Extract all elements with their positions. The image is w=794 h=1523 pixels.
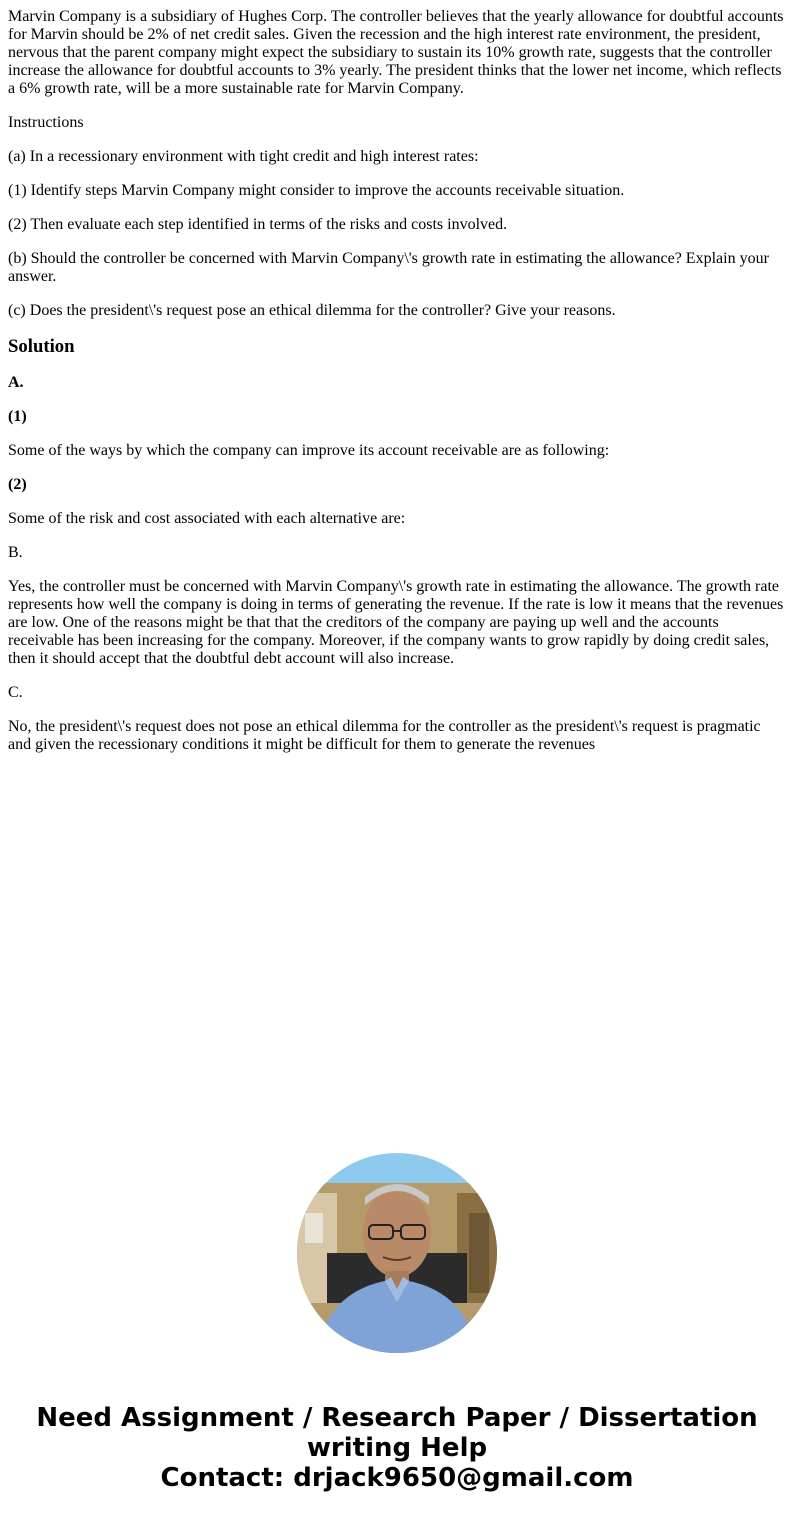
solution-c-label: C. — [8, 684, 23, 701]
solution-b-text: Yes, the controller must be concerned with Marvin Company\'s growth rate in estimating the allowance. The growth rate represents how well the company is doing in terms of generating the revenue. If the rate is low it means that the revenues are low. One of the reasons might be that that the creditors of the company are paying up well and the accounts receivable has been increasing for the company. Moreover, if the company wants to grow rapidly by doing credit sales, then it should accept that the doubtful debt account will also increase. — [8, 578, 784, 667]
solution-a1-text: Some of the ways by which the company can improve its account receivable are as following: — [8, 442, 610, 459]
footer-banner — [0, 1403, 794, 1493]
question-part-a: (a) In a recessionary environment with tight credit and high interest rates: — [8, 148, 479, 165]
solution-c-text: No, the president\'s request does not pose an ethical dilemma for the controller as the president\'s request is pragmatic and given the recessionary conditions it might be difficult for them to generate the revenues — [8, 718, 761, 753]
question-part-b: (b) Should the controller be concerned with Marvin Company\'s growth rate in estimating the allowance? Explain your answer. — [8, 250, 769, 285]
footer-contact: Contact: drjack9650@gmail.com — [160, 1463, 634, 1493]
solution-a2-label: (2) — [8, 476, 27, 493]
solution-a1-label: (1) — [8, 408, 27, 425]
question-part-c: (c) Does the president\'s request pose an ethical dilemma for the controller? Give your reasons. — [8, 302, 616, 319]
solution-b-label: B. — [8, 544, 23, 561]
solution-heading: Solution — [8, 336, 75, 357]
footer-line-2: writing Help — [306, 1433, 488, 1463]
author-avatar — [297, 1153, 497, 1353]
document-body — [8, 8, 786, 770]
solution-a-label: A. — [8, 374, 24, 391]
question-part-a1: (1) Identify steps Marvin Company might consider to improve the accounts receivable situation. — [8, 182, 625, 199]
question-intro: Marvin Company is a subsidiary of Hughes Corp. The controller believes that the yearly allowance for doubtful accounts for Marvin should be 2% of net credit sales. Given the recession and the high interest rate environment, the president, nervous that the parent company might expect the subsidiary to sustain its 10% growth rate, suggests that the controller increase the allowance for doubtful accounts to 3% yearly. The president thinks that the lower net income, which reflects a 6% growth rate, will be a more sustainable rate for Marvin Company. — [8, 8, 784, 97]
footer-line-1: Need Assignment / Research Paper / Dissertation — [36, 1403, 758, 1433]
solution-a2-text: Some of the risk and cost associated with each alternative are: — [8, 510, 406, 527]
author-portrait-image — [297, 1153, 497, 1353]
question-part-a2: (2) Then evaluate each step identified in terms of the risks and costs involved. — [8, 216, 508, 233]
instructions-label: Instructions — [8, 114, 84, 131]
